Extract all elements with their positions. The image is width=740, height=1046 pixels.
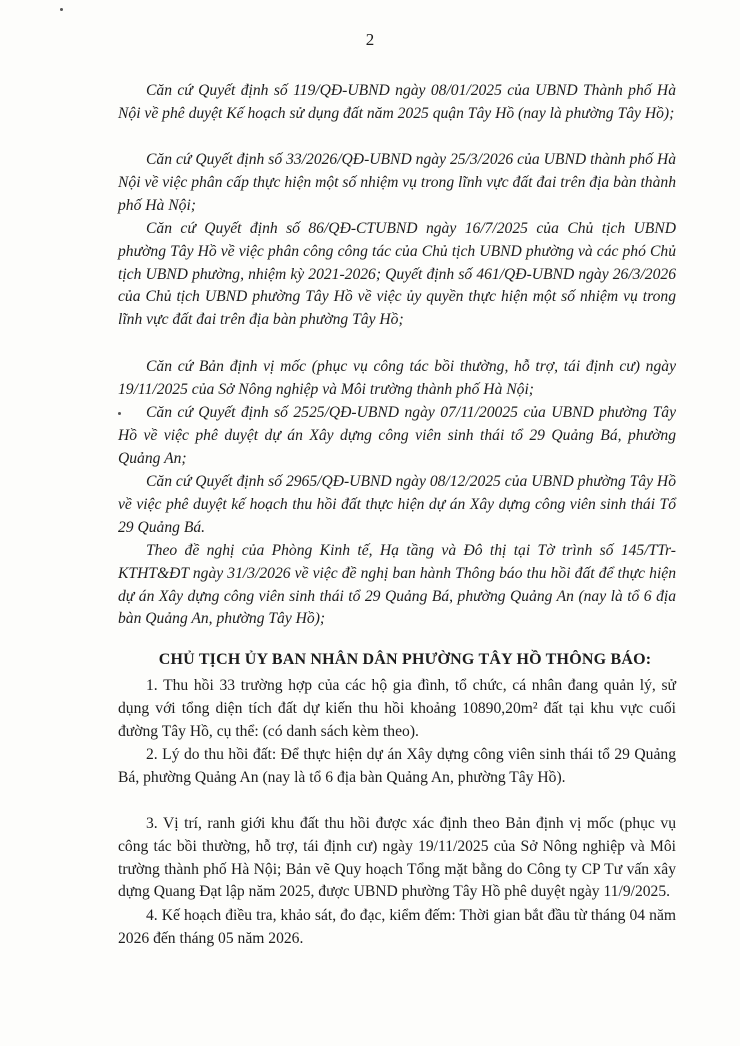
- notice-item-2: 2. Lý do thu hồi đất: Để thực hiện dự án Xây dựng công viên sinh thái tổ 29 Quảng Bá, phường Quảng An (nay là tổ 6 địa bàn Quảng An, phường Tây Hồ).: [118, 746, 676, 786]
- notice-item-1: 1. Thu hồi 33 trường hợp của các hộ gia đình, tổ chức, cá nhân đang quản lý, sử dụng với tổng diện tích đất dự kiến thu hồi khoảng 10890,20m² đất tại khu vực cuối đường Tây Hồ, cụ thể: (có danh sách kèm theo).: [118, 677, 676, 740]
- scan-speck: [60, 8, 63, 11]
- legal-basis-proposal: Theo đề nghị của Phòng Kinh tế, Hạ tầng và Đô thị tại Tờ trình số 145/TTr-KTHT&ĐT ngày 31/3/2026 về việc đề nghị ban hành Thông báo thu hồi đất để thực hiện dự án Xây dựng công viên sinh thái tổ 29 Quảng Bá, phường Quảng An (nay là tổ 6 địa bàn Quảng An, phường Tây Hồ);: [118, 542, 676, 628]
- legal-basis-1: Căn cứ Quyết định số 119/QĐ-UBND ngày 08/01/2025 của UBND Thành phố Hà Nội về phê duyệt Kế hoạch sử dụng đất năm 2025 quận Tây Hồ (nay là phường Tây Hồ);: [118, 82, 676, 122]
- legal-basis-5: Căn cứ Quyết định số 2525/QĐ-UBND ngày 07/11/20025 của UBND phường Tây Hồ về việc phê duyệt dự án Xây dựng công viên sinh thái tổ 29 Quảng Bá, phường Quảng An;: [118, 404, 676, 467]
- notice-item-3: 3. Vị trí, ranh giới khu đất thu hồi được xác định theo Bản định vị mốc (phục vụ công tác bồi thường, hỗ trợ, tái định cư) ngày 19/11/2025 của Sở Nông nghiệp và Môi trường thành phố Hà Nội; Bản vẽ Quy hoạch Tổng mặt bằng do Công ty CP Tư vấn xây dựng Quang Đạt lập năm 2025, được UBND phường Tây Hồ phê duyệt ngày 11/9/2025.: [118, 815, 676, 901]
- notice-heading: CHỦ TỊCH ỦY BAN NHÂN DÂN PHƯỜNG TÂY HỒ THÔNG BÁO:: [158, 651, 652, 668]
- legal-basis-3: Căn cứ Quyết định số 86/QĐ-CTUBND ngày 16/7/2025 của Chủ tịch UBND phường Tây Hồ về việc phân công công tác của Chủ tịch UBND phường và các phó Chủ tịch UBND phường, nhiệm kỳ 2021-2026; Quyết định số 461/QĐ-UBND ngày 26/3/2026 của Chủ tịch UBND phường Tây Hồ về việc ủy quyền thực hiện một số nhiệm vụ trong lĩnh vực đất đai trên địa bàn phường Tây Hồ;: [118, 220, 676, 329]
- notice-item-4: 4. Kế hoạch điều tra, khảo sát, đo đạc, kiểm đếm: Thời gian bắt đầu từ tháng 04 năm 2026 đến tháng 05 năm 2026.: [118, 907, 676, 947]
- legal-basis-4: Căn cứ Bản định vị mốc (phục vụ công tác bồi thường, hỗ trợ, tái định cư) ngày 19/11/2025 của Sở Nông nghiệp và Môi trường thành phố Hà Nội;: [118, 358, 676, 398]
- legal-basis-6: Căn cứ Quyết định số 2965/QĐ-UBND ngày 08/12/2025 của UBND phường Tây Hồ về việc phê duyệt kế hoạch thu hồi đất thực hiện dự án Xây dựng công viên sinh thái Tổ 29 Quảng Bá.: [118, 473, 676, 536]
- page-number: 2: [365, 30, 375, 49]
- scan-speck: [118, 412, 121, 415]
- legal-basis-2: Căn cứ Quyết định số 33/2026/QĐ-UBND ngày 25/3/2026 của UBND thành phố Hà Nội về việc phân cấp thực hiện một số nhiệm vụ trong lĩnh vực đất đai trên địa bàn thành phố Hà Nội;: [118, 151, 676, 214]
